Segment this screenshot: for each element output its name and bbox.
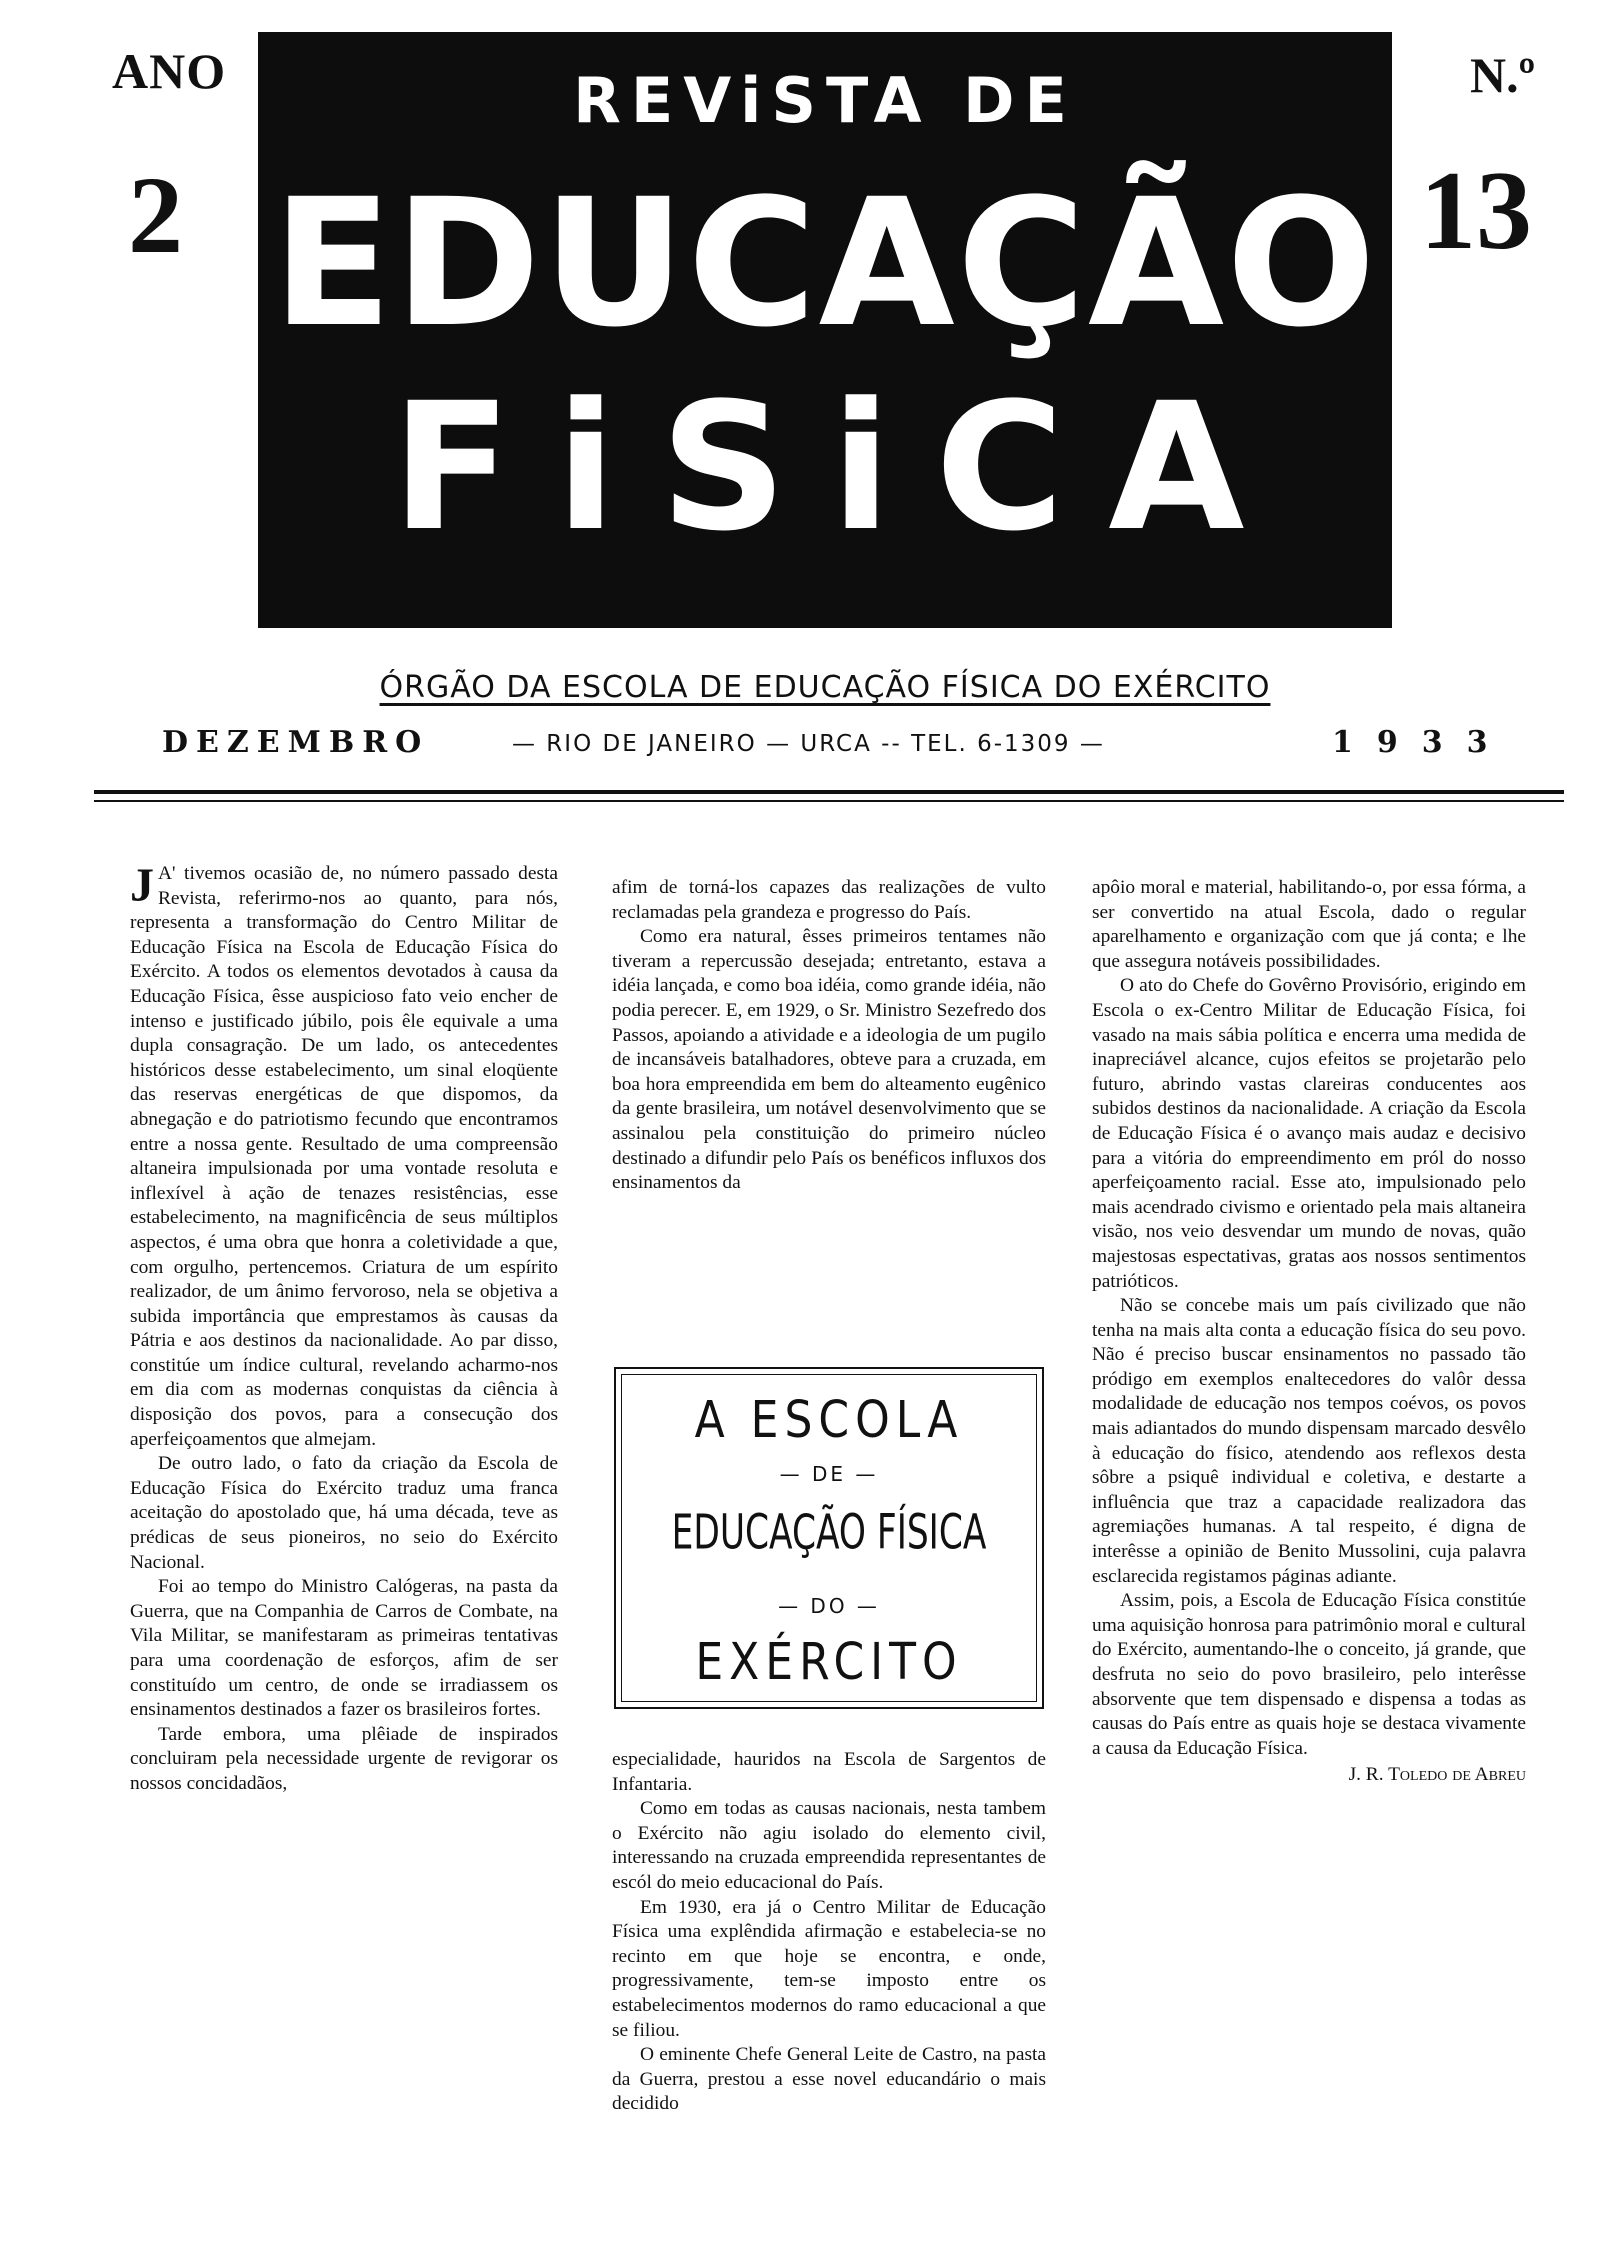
- paragraph: De outro lado, o fato da criação da Escola de Educação Física do Exército traduz uma franca aceitação do apostolado que, há uma década, teve as prédicas de seus pioneiros, no seio do Exército Nacional.: [130, 1453, 558, 1573]
- paragraph: Como em todas as causas nacionais, nesta tambem o Exército não agiu isolado do elemento civil, interessando na cruzada empreendida representantes de escól do meio educacional do País.: [612, 1798, 1046, 1893]
- article-column-3: [1092, 876, 1526, 1788]
- year-number: 2: [128, 154, 183, 276]
- headline-line-1: A ESCOLA: [694, 1391, 964, 1450]
- headline-line-3: EDUCAÇÃO FÍSICA: [671, 1505, 987, 1561]
- headline-line-5: EXÉRCITO: [695, 1633, 963, 1692]
- paragraph: Como era natural, êsses primeiros tentames não tiveram a repercussão desejada; entretanto, estava a idéia lançada, e como boa idéia, como grande idéia, não podia perecer. E, em 1929, o Sr. Ministro Sezefredo dos Passos, apoiando a atividade e a ideologia de um pugilo de incansáveis batalhadores, obteve para a cruzada, em boa hora empreendida em bem do alteamento eugênico da gente brasileira, um notável desenvolvimento que se assinalou pela constituição do primeiro núcleo destinado a difundir pelo País os benéficos influxos dos ensinamentos da: [612, 926, 1046, 1194]
- paragraph: Não se concebe mais um país civilizado que não tenha na mais alta conta a educação física do seu povo. Não é preciso buscar ensinamentos no passado tão pródigo em exemplos enaltecedores do valôr dessa modalidade de educação nos tempos coévos, os povos mais adiantados do mundo dispensam marcado desvêlo à educação do físico, atendendo aos reflexos desta sôbre a psiquê individual e coletiva, e destarte a influência que traz a capacidade realizadora das agremiações humanas. A tal respeito, é digna de interêsse a opinião de Benito Mussolini, cuja palavra esclarecida registamos páginas adiante.: [1092, 1295, 1526, 1587]
- paragraph: afim de torná-los capazes das realizações de vulto reclamadas pela grandeza e progresso do País.: [612, 877, 1046, 923]
- paragraph: O eminente Chefe General Leite de Castro, na pasta da Guerra, prestou a esse novel educandário o mais decidido: [612, 2044, 1046, 2115]
- publisher-line: ÓRGÃO DA ESCOLA DE EDUCAÇÃO FÍSICA DO EXÉRCITO: [379, 670, 1271, 705]
- article-column-1: [130, 859, 558, 1797]
- author-signature: J. R. Toledo de Abreu: [1348, 1764, 1526, 1786]
- paragraph: apôio moral e material, habilitando-o, por essa fórma, a ser convertido na atual Escola, dado o regular aparelhamento e organização com que já conta; e lhe que assegura notáveis possibilidades.: [1092, 877, 1526, 972]
- article-column-2-bottom: [612, 1748, 1046, 2117]
- paragraph: Assim, pois, a Escola de Educação Física constitúe uma aquisição honrosa para patrimônio moral e cultural do Exército, aumentando-lhe o conceito, já grande, que desfruta no seio do povo brasileiro, pelo interêsse absorvente que tem dispensado e dispensa a todas as causas do País entre as quais hoje se destaca vivamente a causa da Educação Física.: [1092, 1590, 1526, 1759]
- year-label: ANO: [112, 43, 227, 99]
- paragraph: Tarde embora, uma plêiade de inspirados concluiram pela necessidade urgente de revigorar os nossos concidadãos,: [130, 1723, 558, 1794]
- paragraph: especialidade, hauridos na Escola de Sargentos de Infantaria.: [612, 1749, 1046, 1795]
- paragraph: O ato do Chefe do Govêrno Provisório, erigindo em Escola o ex-Centro Militar de Educação Física, foi vasado na mais sábia política e encerra uma medida de inapreciável alcance, cujos efeitos se projetarão pelo futuro, abrindo vastas clareiras conducentes aos subidos destinos da nacionalidade. A criação da Escola de Educação Física é o avanço mais audaz e decisivo para a vitória do empreendimento em pról do nosso aperfeiçoamento racial. Esse ato, impulsionado pelo mais acendrado civismo e orientado pela mais altaneira visão, nos veio desvendar um mundo de novas, quão majestosas espectativas, gratas aos nossos sentimentos patrióticos.: [1092, 975, 1526, 1292]
- issue-month: DEZEMBRO: [162, 725, 430, 760]
- issue-label: N.º: [1470, 47, 1536, 103]
- paragraph: Foi ao tempo do Ministro Calógeras, na pasta da Guerra, que na Companhia de Carros de Combate, na Vila Militar, se manifestaram as primeiras tentativas para uma coordenação de esforços, afim de ser constituído um centro, de onde se irradiassem os ensinamentos destinados a fazer os brasileiros fortes.: [130, 1576, 558, 1721]
- masthead-title-line3: FiSiCA: [391, 365, 1289, 570]
- headline-line-4: — DO —: [778, 1594, 880, 1618]
- article-column-2-top: [612, 876, 1046, 1196]
- issue-number: 13: [1420, 149, 1532, 273]
- drop-cap: J: [130, 859, 154, 912]
- issue-location: — RIO DE JANEIRO — URCA -- TEL. 6-1309 —: [512, 731, 1105, 757]
- masthead-title-line1: REViSTA DE: [573, 64, 1077, 137]
- masthead-title-line2: EDUCAÇÃO: [272, 161, 1378, 366]
- issue-year: 1933: [1332, 725, 1512, 760]
- header-rule-thin: [94, 800, 1564, 802]
- paragraph: Em 1930, era já o Centro Militar de Educação Física uma explêndida afirmação e estabelecia-se no recinto em que hoje se encontra, e onde, progressivamente, tem-se imposto entre os estabelecimentos modernos do ramo educacional a que se filiou.: [612, 1896, 1046, 2041]
- headline-line-2: — DE —: [779, 1462, 879, 1486]
- paragraph: J A' tivemos ocasião de, no número passado desta Revista, referirmo-nos ao quanto, para nós, representa a transformação do Centro Militar de Educação Física na Escola de Educação Física do Exército. A todos os elementos devotados à causa da Educação Física, êsse auspicioso fato veio encher de intenso e justificado júbilo, pois êle equivale a uma dupla consagração. De um lado, os antecedentes históricos desse estabelecimento, um sinal eloqüente das reservas energéticas de que dispomos, da abnegação e do patriotismo fecundo que encontramos entre a nossa gente. Resultado de uma compreensão altaneira impulsionada por uma vontade resoluta e inflexível à ação de tenazes resistências, esse estabelecimento, na magnificência de seus múltiplos aspectos, é uma obra que honra a coletividade a que, com orgulho, pertencemos. Criatura de um espírito realizador, de um ânimo fervoroso, nela se objetiva a subida importância que emprestamos às causas da Pátria e aos destinos da nacionalidade. Ao par disso, constitúe um índice cultural, revelando acharmo-nos em dia com as modernas conquistas da ciência à disposição dos povos, para a consecução dos aperfeiçoamentos que almejam.: [130, 859, 558, 1450]
- header-rule-thick: [94, 790, 1564, 794]
